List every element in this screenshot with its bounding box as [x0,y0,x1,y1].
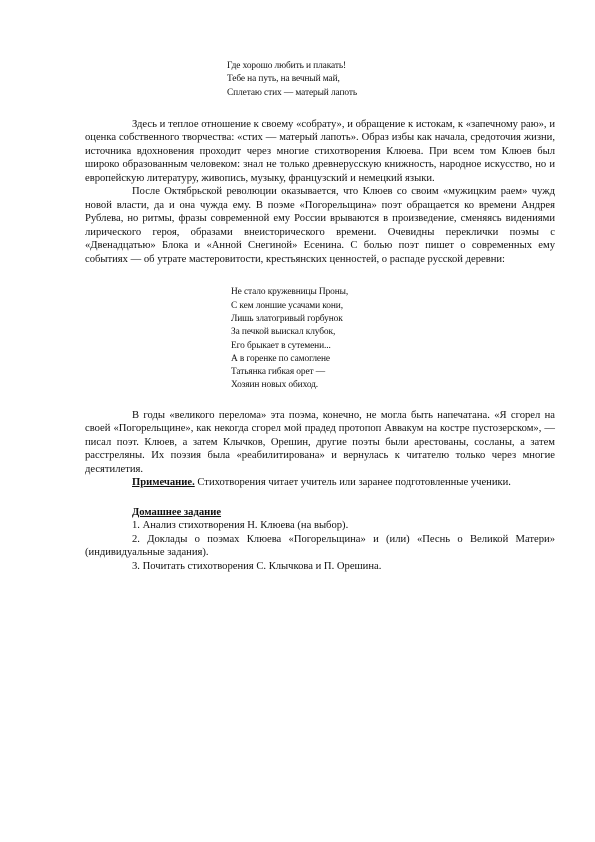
verse-line: За печкой выискал клубок, [231,327,336,338]
verse-line: Сплетаю стих — матерый лапоть [227,87,358,98]
homework-item: 1. Анализ стихотворения Н. Клюева (на выбор). [132,520,349,532]
verse-line: Не стало кружевницы Проны, [231,287,349,298]
note-text: Стихотворения читает учитель или заранее подготовленные ученики. [194,477,511,489]
verse-line: Где хорошо любить и плакать! [227,61,347,71]
note-label: Примечание. [132,477,195,489]
homework-item: 3. Почитать стихотворения С. Клычкова и П. Орешина. [132,560,382,572]
verse-line: Татьянка гибкая орет — [231,367,326,378]
document-body [85,60,555,573]
paragraph-great-turn: В годы «великого перелома» эта поэма, конечно, не могла быть напечатана. «Я сгорел на своей «Погорельщине», как некогда сгорел мой прадед протопоп Аввакум на костре пустозерском», — писал поэт. Клюев, а затем Клычков, Орешин, другие поэты были арестованы, сосланы, а затем расстреляны. Их поэзия была «реабилитирована» и вернулась к читателю только через многие десятилетия. [85,409,555,475]
paragraph-revolution: После Октябрьской революции оказывается, что Клюев со своим «мужицким раем» чужд новой власти, да и она чужда ему. В поэме «Погорельщина» поэт обращается ко времени Андрея Рублева, но ритмы, фразы современной ему России врываются в произведение, сменяясь видениями лирического героя, образами внеисторического времени. Очевидны переклички поэмы с «Двенадцатью» Блока и «Анной Снегиной» Есенина. С болью поэт пишет о современных ему событиях — об утрате мастеровитости, крестьянских ценностей, о распаде русской деревни: [85,186,555,265]
paragraph-izba: Здесь и теплое отношение к своему «собрату», и обращение к истокам, к «запечному раю», и оценка собственного творчества: «стих — матерый лапоть». Образ избы как начала, средоточия жизни, источника вдохновения проходит через многие стихотворения Клюева. При всем том Клюев был широко образованным человеком: знал не только древнерусскую книжность, народное искусство, но и европейскую литературу, живопись, музыку, французский и немецкий языки. [85,118,555,184]
homework-title: Домашнее задание [132,506,222,518]
verse-line: С кем лоншие усачами кони, [231,300,343,311]
verse-top [227,60,555,100]
verse-line: Хозяин новых обиход. [231,380,319,391]
verse-line: Тебе на путь, на вечный май, [227,74,340,85]
verse-line: Его брыкает в сутемени... [231,340,331,351]
verse-line: Лишь златогривый горбунок [231,313,343,324]
note-paragraph [85,476,555,490]
verse-line: А в горенке по самоглене [231,353,330,364]
homework-item: 2. Доклады о поэмах Клюева «Погорельщина» и (или) «Песнь о Великой Матери» (индивидуальные задания). [85,533,555,559]
homework-section [85,506,555,574]
verse-pogorelshchina [231,286,555,392]
